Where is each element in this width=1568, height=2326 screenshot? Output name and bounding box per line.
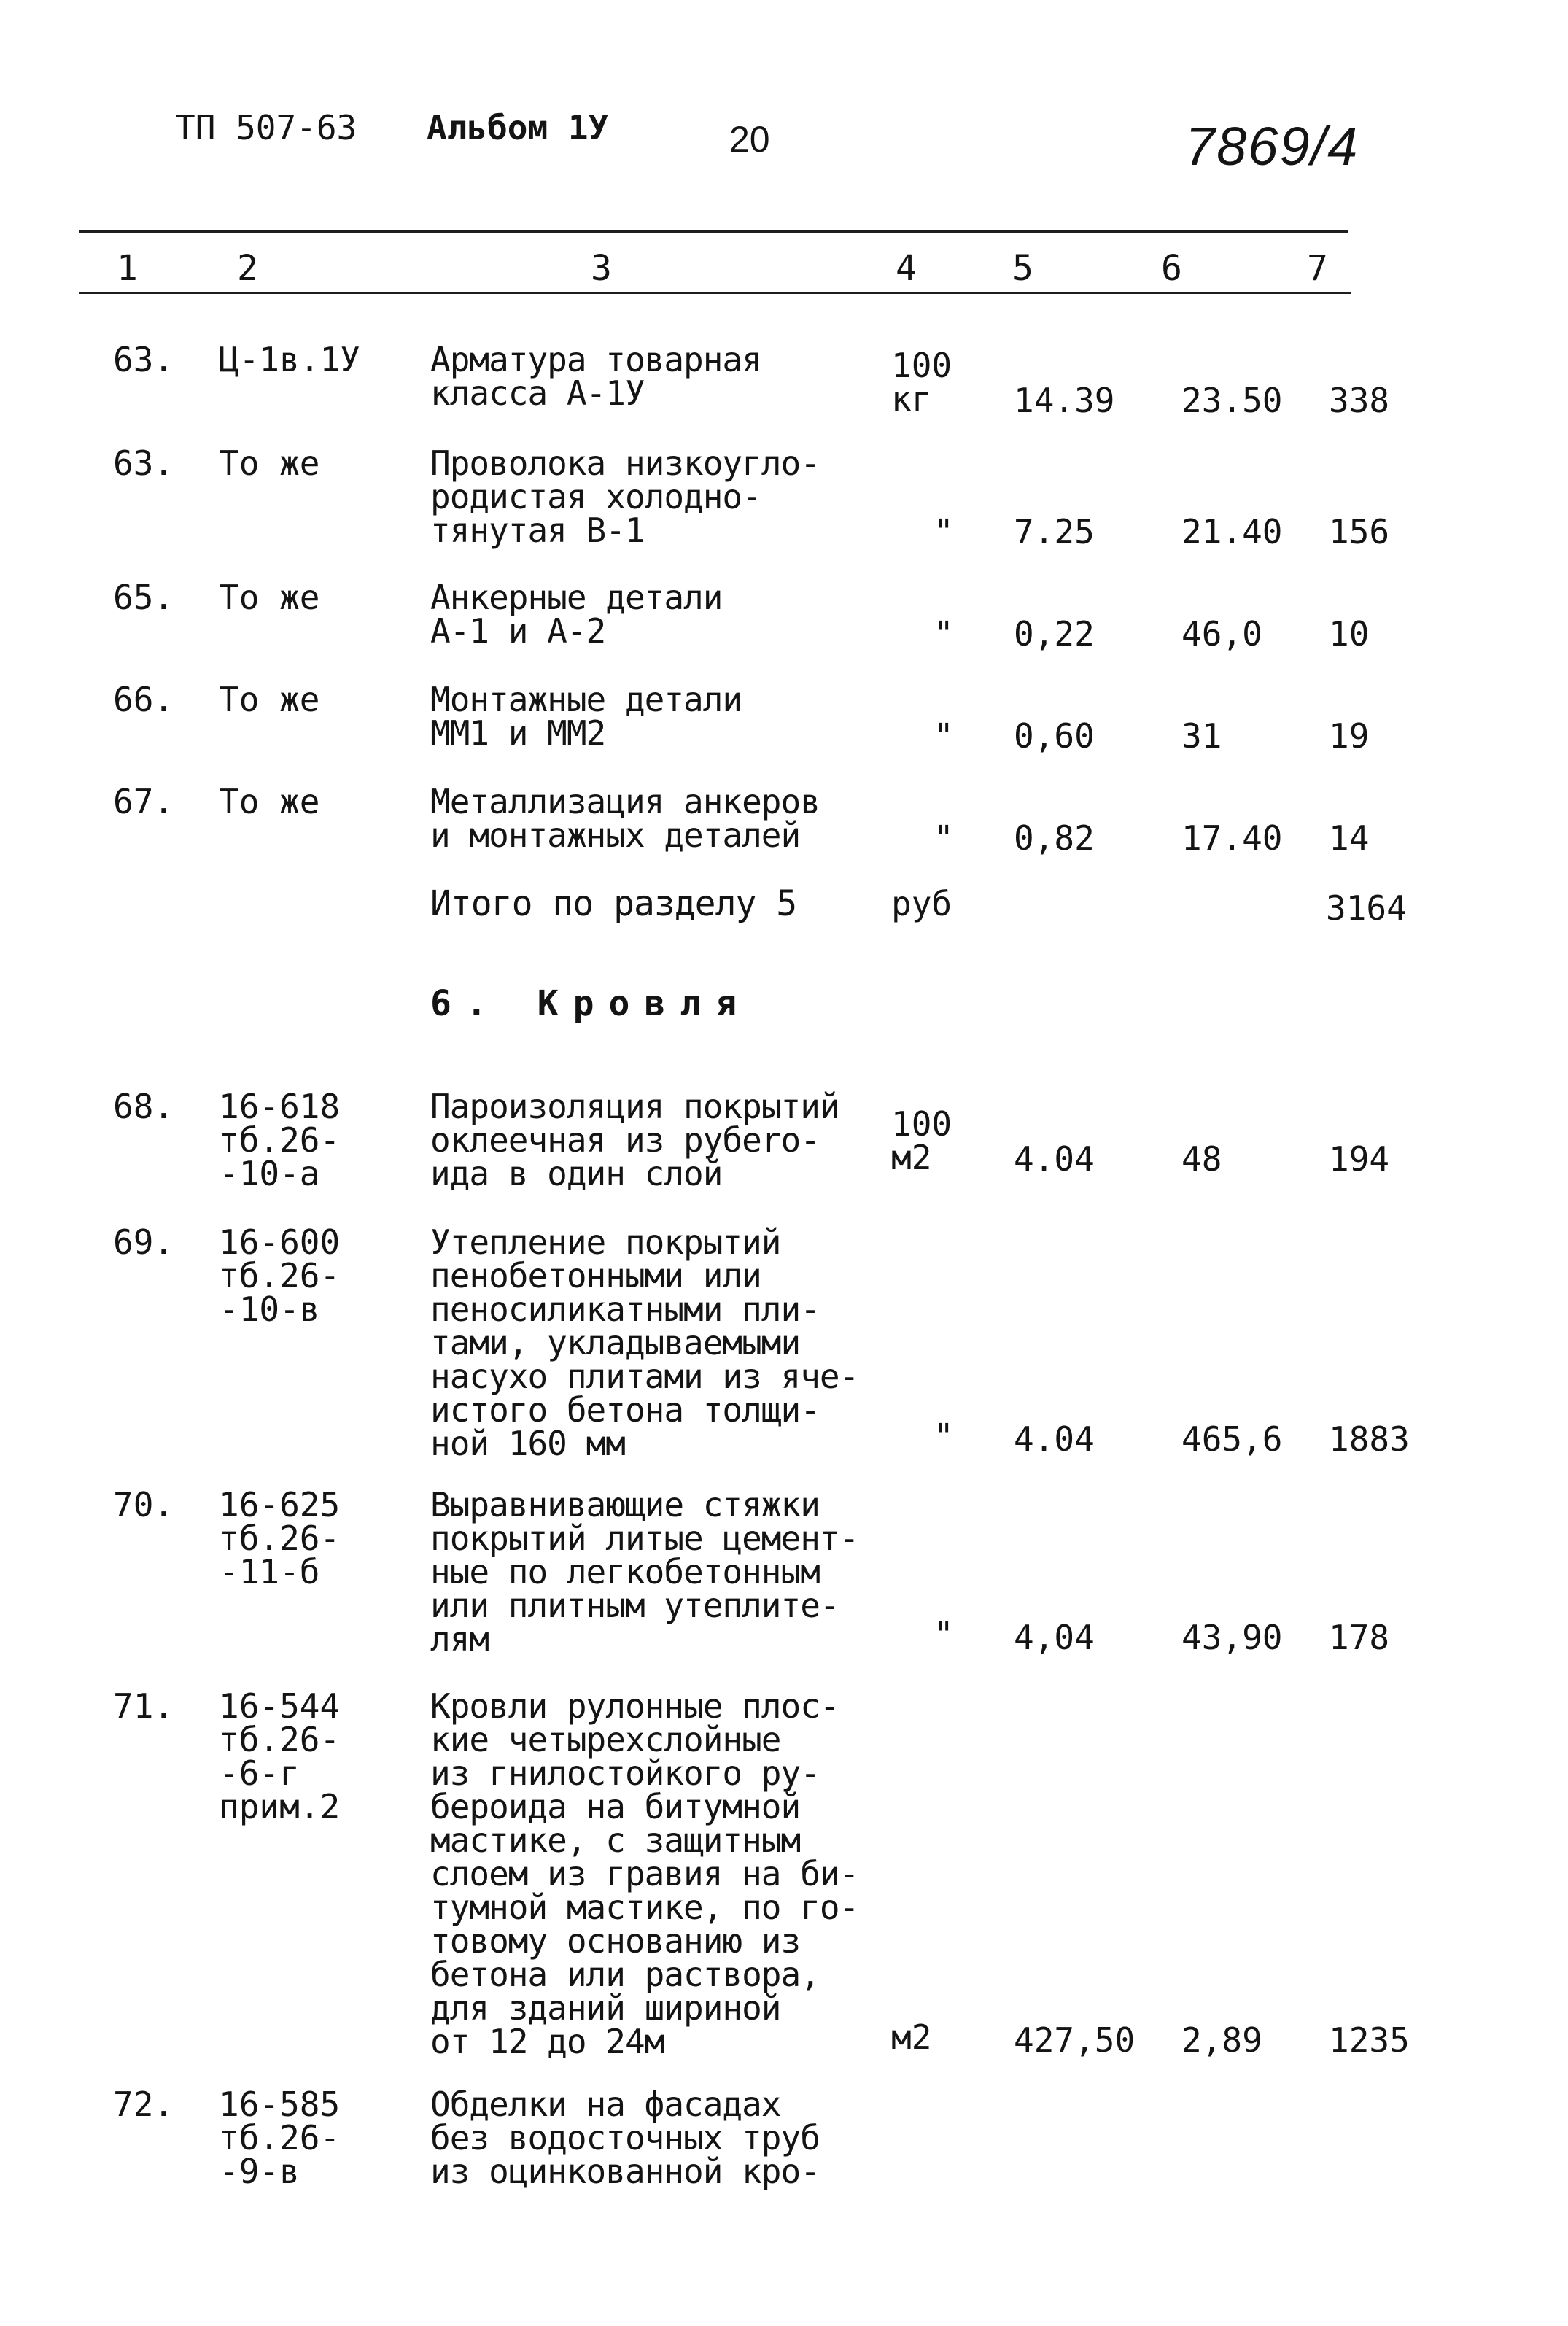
row-code: То же: [219, 782, 320, 821]
row-total: 178: [1329, 1618, 1390, 1657]
row-number: 68.: [113, 1087, 174, 1126]
row-description: Выравнивающие стяжки покрытий литые цемент- ные по легкобетонным или плитным утеплите- лям: [430, 1485, 859, 1659]
row-description: Проволока низкоугло- родистая холодно- тянутая В-1: [430, 443, 820, 550]
row-code: Ц-1в.1У: [219, 340, 360, 379]
column-number-1: 1: [117, 248, 138, 289]
row-description: Арматура товарная класса А-1У: [430, 340, 761, 413]
row-number: 63.: [113, 443, 174, 483]
row-description: Анкерные детали А-1 и А-2: [430, 578, 723, 651]
column-number-5: 5: [1012, 248, 1033, 289]
row-description: Пароизоляция покрытий оклеечная из рубero- ида в один слой: [430, 1087, 839, 1193]
row-unit-price: 23.50: [1181, 381, 1283, 420]
row-total: 1883: [1329, 1419, 1410, 1459]
row-number: 70.: [113, 1485, 174, 1524]
row-unit-price: 31: [1181, 716, 1222, 756]
row-unit-price: 17.40: [1181, 818, 1283, 858]
row-unit: ": [934, 1615, 954, 1654]
column-number-2: 2: [237, 248, 258, 289]
row-description: Утепление покрытий пенобетонными или пеносиликатными пли- тами, укладываемыми насухо плитами из яче- истого бетона толщи- ной 160 мм: [430, 1222, 859, 1463]
row-unit: 100 м2: [891, 1104, 952, 1177]
row-quantity: 427,50: [1014, 2020, 1136, 2060]
row-code: То же: [219, 443, 320, 483]
column-number-7: 7: [1307, 248, 1328, 289]
row-total: 338: [1329, 381, 1390, 420]
row-unit-price: 48: [1181, 1139, 1222, 1179]
row-description: Металлизация анкеров и монтажных деталей: [430, 782, 820, 855]
row-code: 16-618 тб.26- -10-а: [219, 1087, 341, 1193]
row-quantity: 4.04: [1014, 1419, 1095, 1459]
row-description: Монтажные детали ММ1 и ММ2: [430, 680, 742, 753]
column-number-rule: [79, 292, 1351, 294]
album-label: Альбом 1У: [427, 108, 609, 147]
row-total: 19: [1329, 716, 1370, 756]
row-unit: ": [934, 512, 954, 551]
row-quantity: 14.39: [1014, 381, 1115, 420]
row-unit-price: 2,89: [1181, 2020, 1262, 2060]
row-total: 14: [1329, 818, 1370, 858]
row-code: 16-600 тб.26- -10-в: [219, 1222, 341, 1329]
top-rule: [79, 230, 1348, 233]
row-unit: ": [934, 614, 954, 654]
row-unit-price: 46,0: [1181, 614, 1262, 654]
row-description: Кровли рулонные плос- кие четырехслойные из гнилостойкого ру- бероида на битумной мастике, с защитным слоем из гравия на би- тумной мастике, по го- товому основанию из бетона или раствора, для зданий шириной от 12 до 24м: [430, 1686, 859, 2061]
row-quantity: 0,60: [1014, 716, 1095, 756]
inventory-number: 7869/4: [1185, 116, 1359, 177]
row-total: 194: [1329, 1139, 1390, 1179]
row-unit: ": [934, 818, 954, 858]
row-unit-price: 21.40: [1181, 512, 1283, 551]
row-description: Обделки на фасадах без водосточных труб из оцинкованной кро-: [430, 2085, 820, 2191]
row-quantity: 4.04: [1014, 1139, 1095, 1179]
row-number: 66.: [113, 680, 174, 719]
row-total: 156: [1329, 512, 1390, 551]
row-number: 71.: [113, 1686, 174, 1726]
row-unit: ": [934, 1416, 954, 1456]
row-number: 72.: [113, 2085, 174, 2124]
row-number: 63.: [113, 340, 174, 379]
section-total-unit: руб: [891, 884, 952, 923]
doc-code: ТП 507-63: [175, 108, 357, 147]
row-unit: м2: [891, 2017, 932, 2057]
row-quantity: 0,82: [1014, 818, 1095, 858]
section-total-label: Итого по разделу 5: [430, 883, 797, 924]
column-number-4: 4: [896, 248, 917, 289]
row-quantity: 7.25: [1014, 512, 1095, 551]
row-code: То же: [219, 680, 320, 719]
row-unit-price: 465,6: [1181, 1419, 1283, 1459]
row-code: 16-585 тб.26- -9-в: [219, 2085, 341, 2191]
row-unit: ": [934, 716, 954, 756]
row-quantity: 4,04: [1014, 1618, 1095, 1657]
row-unit: 100 кг: [891, 346, 952, 419]
section-title: 6. Кровля: [430, 983, 752, 1024]
column-number-6: 6: [1161, 248, 1182, 289]
row-quantity: 0,22: [1014, 614, 1095, 654]
row-number: 69.: [113, 1222, 174, 1262]
row-number: 65.: [113, 578, 174, 617]
row-code: 16-544 тб.26- -6-г прим.2: [219, 1686, 341, 1826]
column-number-3: 3: [591, 248, 612, 289]
row-total: 10: [1329, 614, 1370, 654]
row-number: 67.: [113, 782, 174, 821]
row-code: 16-625 тб.26- -11-б: [219, 1485, 341, 1592]
section-total-value: 3164: [1326, 888, 1407, 928]
row-code: То же: [219, 578, 320, 617]
page-number: 20: [729, 119, 770, 160]
row-total: 1235: [1329, 2020, 1410, 2060]
row-unit-price: 43,90: [1181, 1618, 1283, 1657]
